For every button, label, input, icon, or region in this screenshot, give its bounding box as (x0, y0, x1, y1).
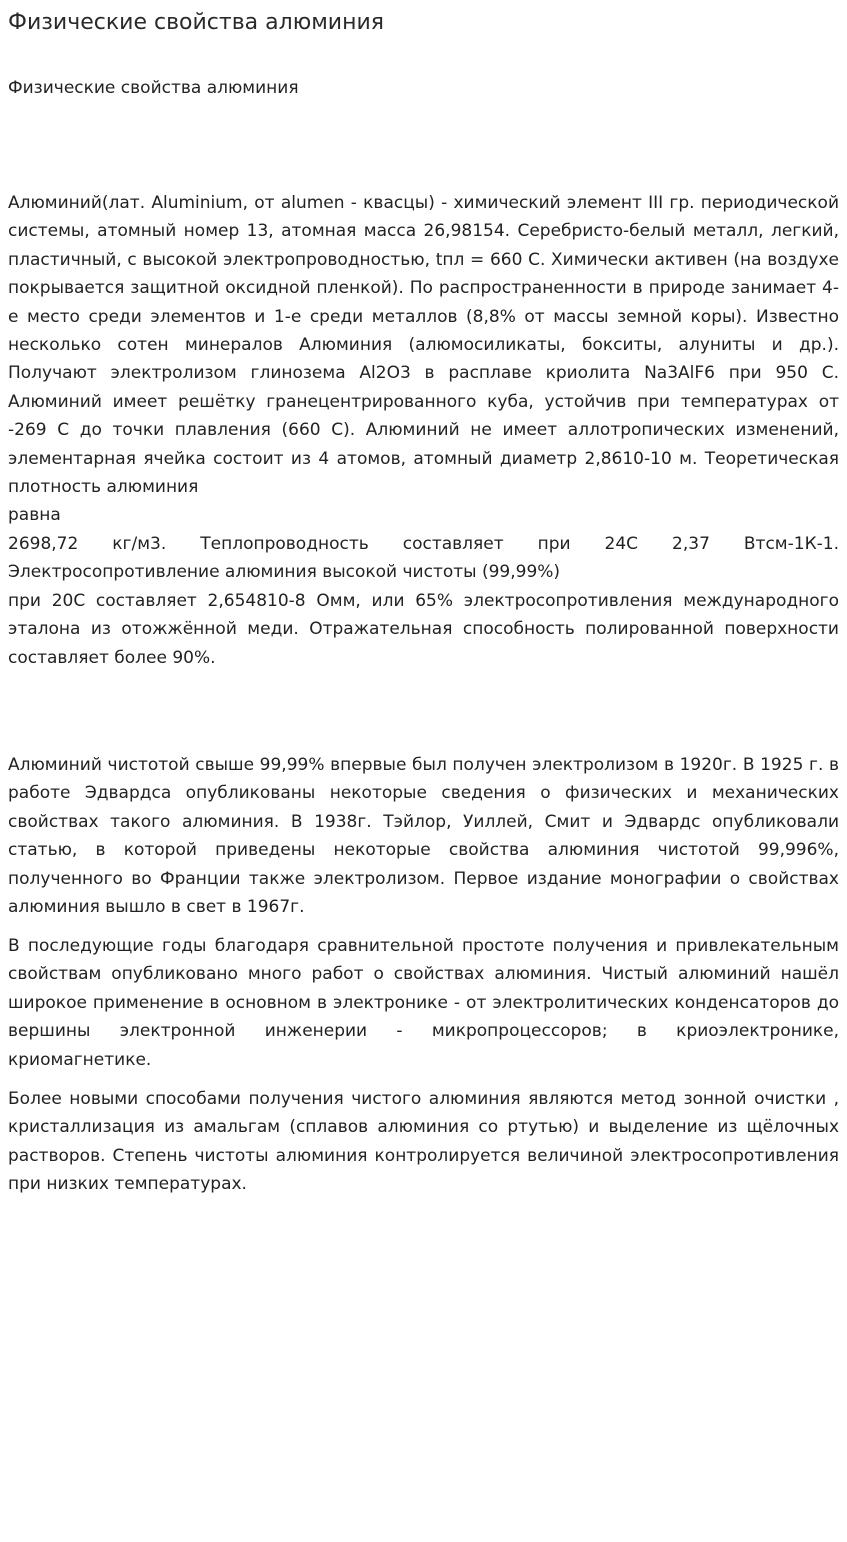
paragraph-history: Алюминий чистотой свыше 99,99% впервые был получен электролизом в 1920г. В 1925 г. в работе Эдвардса опубликованы некоторые сведения о физических и механических свойствах такого алюминия. В 1938г. Тэйлор, Уиллей, Смит и Эдвардс опубликовали статью, в которой приведены некоторые свойства алюминия чистотой 99,996%, полученного во Франции также электролизом. Первое издание монографии о свойствах алюминия вышло в свет в 1967г. (8, 755, 839, 918)
paragraph-1-segment-4: Электросопротивление алюминия высокой чистоты (99,99%) (8, 562, 561, 583)
paragraph-1-segment-5: при 20С составляет 2,654810-8 Омм, или 65% электросопротивления международного эталона из отожжённой меди. Отражательная способность полированной поверхности составляет более 90%. (8, 590, 839, 668)
paragraph-1-segment-1: Алюминий(лат. Aluminium, от alumen - квасцы) - химический элемент III гр. периодической системы, атомный номер 13, атомная масса 26,98154. Серебристо-белый металл, легкий, пластичный, с высокой электропроводностью, tпл = 660 С. Химически активен (на воздухе покрывается защитной оксидной пленкой). По распространенности в природе занимает 4-е место среди элементов и 1-е среди металлов (8,8% от массы земной коры). Известно несколько сотен минералов Алюминия (алюмосиликаты, бокситы, алуниты и др.). Получают электролизом глинозема Al2O3 в расплаве криолита Na3AlF6 при 950 С. Алюминий имеет решётку гранецентрированного куба, устойчив при температурах от -269 С до точки плавления (660 С). Алюминий не имеет аллотропических изменений, элементарная ячейка состоит из 4 атомов, атомный диаметр 2,8610-10 м. Теоретическая плотность алюминия (8, 193, 839, 498)
paragraph-applications: В последующие годы благодаря сравнительной простоте получения и привлекательным свойствам опубликовано много работ о свойствах алюминия. Чистый алюминий нашёл широкое применение в основном в электронике - от электролитических конденсаторов до вершины электронной инженерии - микропроцессоров; в криоэлектронике, криомагнетике. (8, 936, 839, 1070)
page-title: Физические свойства алюминия (8, 10, 385, 35)
paragraph-1-segment-2: равна (8, 505, 61, 526)
paragraph-purification-methods: Более новыми способами получения чистого алюминия являются метод зонной очистки , кристаллизация из амальгам (сплавов алюминия со ртутью) и выделение из щёлочных растворов. Степень чистоты алюминия контролируется величиной электросопротивления при низких температурах. (8, 1089, 839, 1195)
paragraph-physical-properties (8, 189, 839, 672)
paragraph-1-segment-3: 2698,72 кг/м3. Теплопроводность составляет при 24С 2,37 Втсм-1К-1. (8, 533, 839, 554)
article-subtitle: Физические свойства алюминия (8, 78, 299, 98)
